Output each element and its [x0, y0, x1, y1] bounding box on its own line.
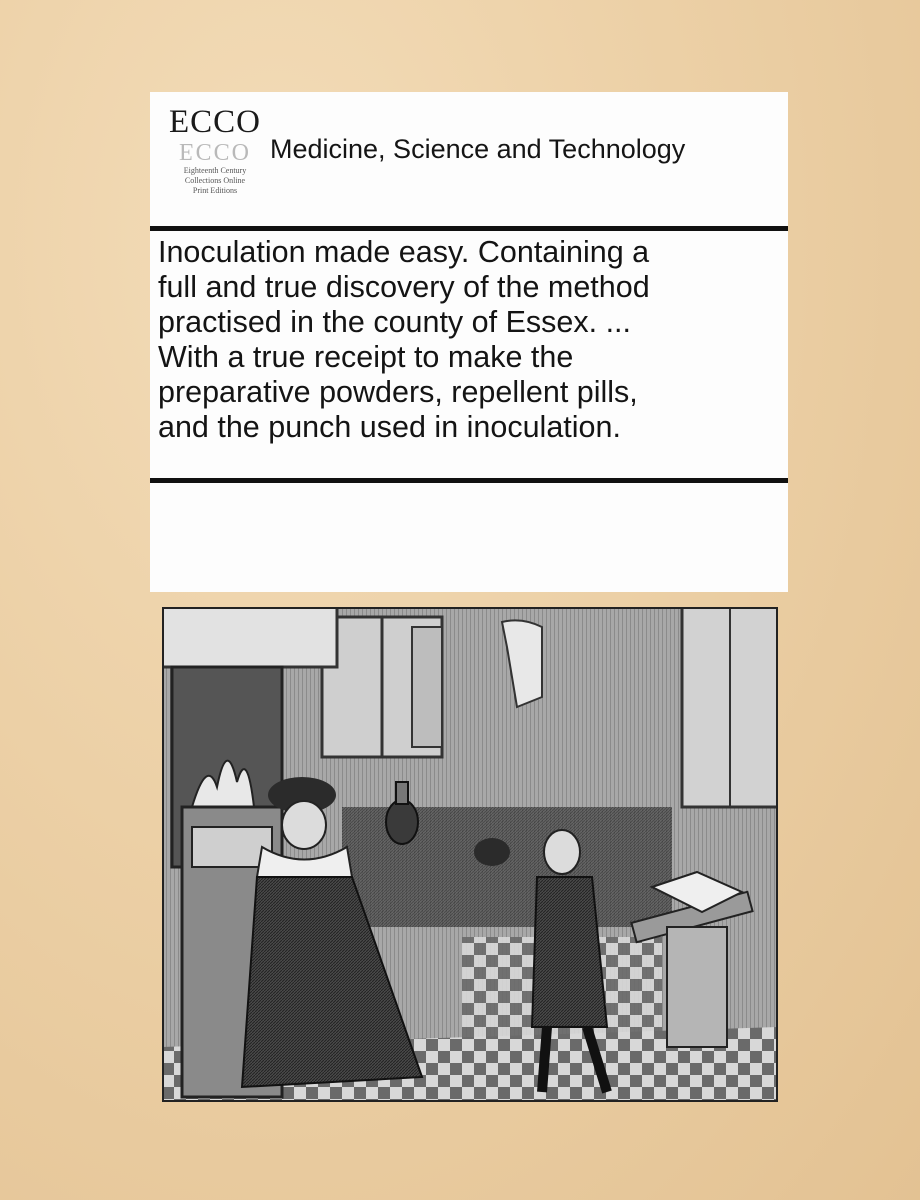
flask — [386, 800, 418, 844]
title-line: practised in the county of Essex. ... — [158, 305, 631, 339]
logo-wordmark: ECCO — [168, 104, 261, 140]
visitor-head — [544, 830, 580, 874]
logo-subtitle-line: Collections Online — [184, 176, 246, 185]
doffed-hat — [474, 838, 510, 866]
book-title — [158, 235, 782, 445]
series-title: Medicine, Science and Technology — [270, 134, 686, 164]
woodcut-illustration — [162, 607, 778, 1102]
canopy — [162, 607, 337, 667]
logo-subtitle — [166, 166, 264, 196]
title-panel — [150, 92, 788, 592]
title-line: and the punch used in inoculation. — [158, 410, 621, 444]
ecco-logo — [166, 104, 264, 214]
logo-wordmark-reflection: ECCO — [178, 138, 251, 164]
logo-subtitle-line: Eighteenth Century — [183, 166, 247, 175]
title-line: full and true discovery of the method — [158, 270, 650, 304]
physician-head — [282, 801, 326, 849]
bottom-rule — [150, 478, 788, 483]
title-line: preparative powders, repellent pills, — [158, 375, 638, 409]
logo-subtitle-line: Print Editions — [192, 186, 238, 195]
title-line: With a true receipt to make the — [158, 340, 574, 374]
top-rule — [150, 226, 788, 231]
title-line: Inoculation made easy. Containing a — [158, 235, 650, 269]
series-header — [150, 92, 788, 228]
